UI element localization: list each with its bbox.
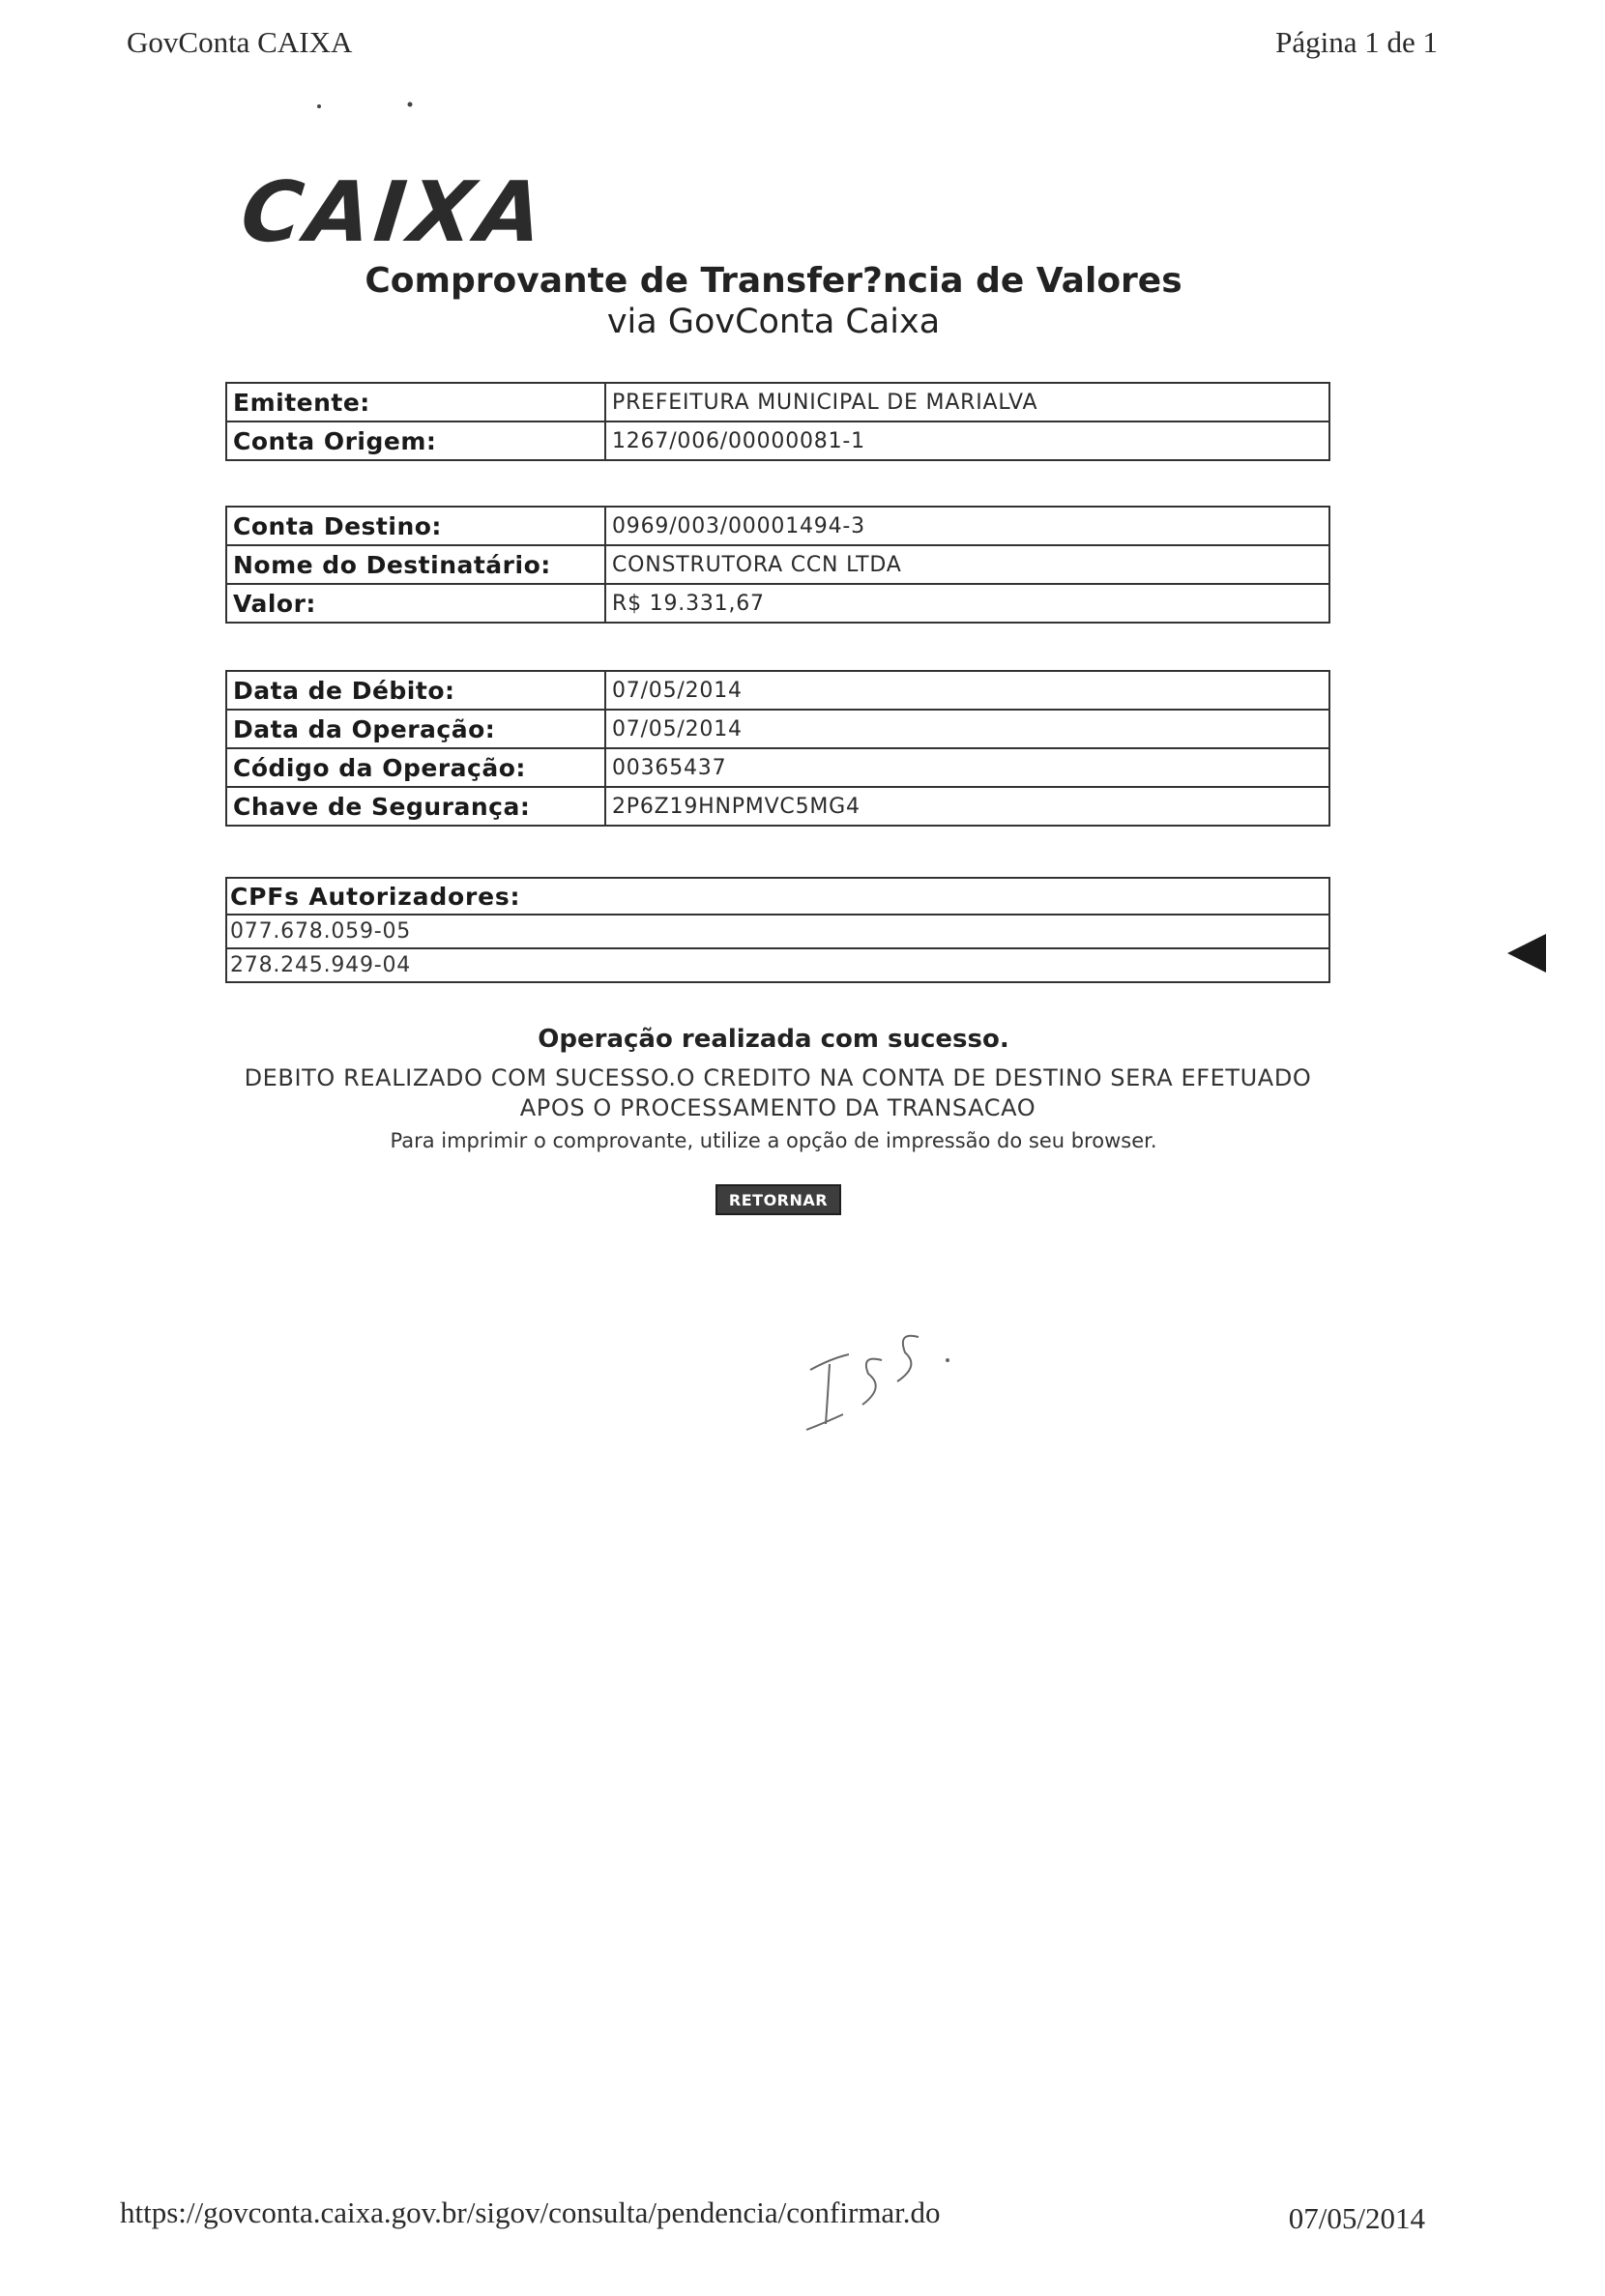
conta-destino-value: 0969/003/00001494-3 [605, 507, 1329, 545]
valor-value: R$ 19.331,67 [605, 584, 1329, 623]
destination-table [225, 506, 1330, 624]
codigo-operacao-label: Código da Operação: [226, 748, 605, 787]
status-message [225, 1063, 1330, 1123]
chave-seguranca-label: Chave de Segurança: [226, 787, 605, 826]
table-row [226, 421, 1329, 460]
data-debito-label: Data de Débito: [226, 671, 605, 710]
page-url: https://govconta.caixa.gov.br/sigov/consulta/pendencia/confirmar.do [120, 2195, 941, 2229]
return-button[interactable]: RETORNAR [715, 1184, 841, 1215]
conta-destino-label: Conta Destino: [226, 507, 605, 545]
origin-table [225, 382, 1330, 461]
table-row [226, 710, 1329, 748]
table-row [226, 948, 1329, 982]
document-title: Comprovante de Transfer?ncia de Valores [365, 261, 1182, 301]
app-title: GovConta CAIXA [127, 25, 353, 59]
table-row [226, 671, 1329, 710]
print-date: 07/05/2014 [1288, 2201, 1425, 2235]
arrow-left-icon [1503, 928, 1552, 976]
page-count: Página 1 de 1 [1275, 25, 1438, 59]
conta-origem-value: 1267/006/00000081-1 [605, 421, 1329, 460]
table-row [226, 507, 1329, 545]
cpf-value: 278.245.949-04 [226, 948, 1329, 982]
table-row [226, 383, 1329, 421]
authorizers-table [225, 877, 1330, 983]
data-debito-value: 07/05/2014 [605, 671, 1329, 710]
emitente-value: PREFEITURA MUNICIPAL DE MARIALVA [605, 383, 1329, 421]
data-operacao-label: Data da Operação: [226, 710, 605, 748]
table-row [226, 915, 1329, 948]
cpf-value: 077.678.059-05 [226, 915, 1329, 948]
destinatario-value: CONSTRUTORA CCN LTDA [605, 545, 1329, 584]
authorizers-heading: CPFs Autorizadores: [226, 878, 1329, 915]
chave-seguranca-value: 2P6Z19HNPMVC5MG4 [605, 787, 1329, 826]
status-message-line: DEBITO REALIZADO COM SUCESSO.O CREDITO NA CONTA DE DESTINO SERA EFETUADO [244, 1064, 1312, 1091]
data-operacao-value: 07/05/2014 [605, 710, 1329, 748]
destinatario-label: Nome do Destinatário: [226, 545, 605, 584]
handwritten-note [793, 1310, 967, 1445]
table-row [226, 584, 1329, 623]
document-subtitle: via GovConta Caixa [606, 303, 941, 341]
emitente-label: Emitente: [226, 383, 605, 421]
table-row [226, 748, 1329, 787]
scan-artifact-dots [309, 97, 425, 116]
table-row [226, 878, 1329, 915]
status-message-line: APOS O PROCESSAMENTO DA TRANSACAO [519, 1094, 1036, 1121]
table-row [226, 787, 1329, 826]
operation-table [225, 670, 1330, 827]
codigo-operacao-value: 00365437 [605, 748, 1329, 787]
table-row [226, 545, 1329, 584]
valor-label: Valor: [226, 584, 605, 623]
caixa-logo: CAIXA [236, 164, 551, 261]
conta-origem-label: Conta Origem: [226, 421, 605, 460]
print-instruction: Para imprimir o comprovante, utilize a opção de impressão do seu browser. [390, 1129, 1157, 1152]
success-message: Operação realizada com sucesso. [538, 1025, 1009, 1054]
